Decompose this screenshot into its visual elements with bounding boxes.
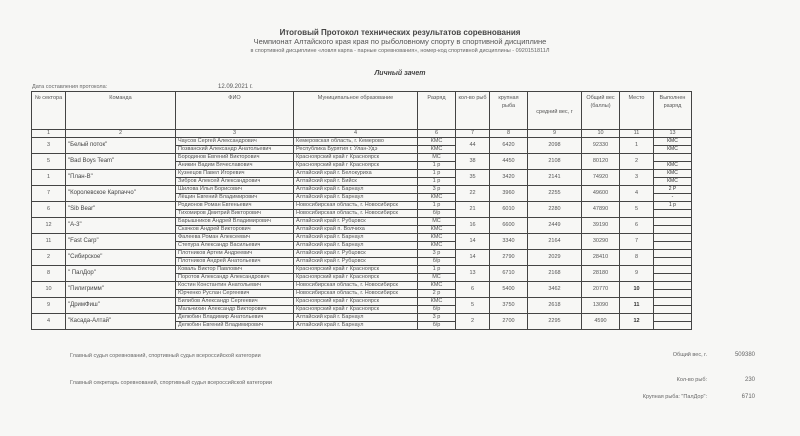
participant-name: Аникин Вадим Вячеславович [176, 162, 294, 170]
rank-achieved [654, 274, 692, 282]
team-name: "ДримФиш" [66, 298, 176, 314]
total-weight: 80120 [582, 154, 620, 170]
participant-name: Мальчихин Александр Викторович [176, 306, 294, 314]
rank: КМС [418, 242, 456, 250]
participant-name: Скачков Андрей Викторович [176, 226, 294, 234]
municipality: Красноярский край г Красноярск [294, 306, 418, 314]
fish-count-value: 230 [744, 377, 755, 383]
col-num: 8 [490, 130, 528, 138]
rank-achieved [654, 226, 692, 234]
team-name: "Пилигримм" [66, 282, 176, 298]
municipality: Кемеровская область, г. Кемерово [294, 138, 418, 146]
col-num: 9 [528, 130, 582, 138]
col-rank-achieved: Выполнен разряд [654, 92, 692, 130]
results-table [31, 91, 692, 330]
place: 4 [620, 186, 654, 202]
avg-weight: 2098 [528, 138, 582, 154]
total-weight: 30290 [582, 234, 620, 250]
participant-name: Шилова Илья Борисович [176, 186, 294, 194]
rank-achieved: 1 р [654, 202, 692, 210]
avg-weight: 2029 [528, 250, 582, 266]
municipality: Алтайский край г. Бийск [294, 178, 418, 186]
participant-name: Делюбин Владимир Анатольевич [176, 314, 294, 322]
rank: 1 р [418, 178, 456, 186]
participant-name: Позванский Александр Анатольевич [176, 146, 294, 154]
sector-number: 10 [32, 282, 66, 298]
rank: б/р [418, 306, 456, 314]
municipality: Новосибирская область, г. Новосибирск [294, 202, 418, 210]
rank-achieved [654, 250, 692, 258]
col-num: 6 [418, 130, 456, 138]
team-name: "План-В" [66, 170, 176, 186]
big-fish: 5400 [490, 282, 528, 298]
municipality: Красноярский край г Красноярск [294, 274, 418, 282]
team-row-line [32, 266, 692, 274]
team-name: "Bad Boys Team" [66, 154, 176, 170]
fish-count: 13 [456, 266, 490, 282]
chief-secretary-signature: Главный секретарь соревнований, спортивный судья всероссийской категории [70, 380, 272, 386]
total-weight: 39190 [582, 218, 620, 234]
municipality: Новосибирская область, г. Новосибирск [294, 290, 418, 298]
participant-name: Билибов Александр Сергеевич [176, 298, 294, 306]
team-row-line [32, 218, 692, 226]
total-weight-label: Общий вес, г. [672, 352, 707, 358]
fish-count: 5 [456, 298, 490, 314]
col-sector: № сектора [32, 92, 66, 130]
rank: КМС [418, 298, 456, 306]
team-name: "Fast Carp" [66, 234, 176, 250]
sector-number: 4 [32, 314, 66, 330]
big-fish: 6420 [490, 138, 528, 154]
total-weight: 4590 [582, 314, 620, 330]
rank: КМС [418, 226, 456, 234]
participant-name: Лёщин Евгений Владимирович [176, 194, 294, 202]
rank-achieved [654, 266, 692, 274]
protocol-date-value: 12.09.2021 г. [218, 84, 253, 90]
participant-name: Степура Александр Васильевич [176, 242, 294, 250]
total-weight: 13090 [582, 298, 620, 314]
total-weight: 49600 [582, 186, 620, 202]
big-fish: 3420 [490, 170, 528, 186]
col-num: 1 [32, 130, 66, 138]
fish-count: 14 [456, 250, 490, 266]
team-row-line [32, 314, 692, 322]
total-weight: 28410 [582, 250, 620, 266]
sector-number: 9 [32, 298, 66, 314]
rank-achieved: КМС [654, 162, 692, 170]
big-fish: 4450 [490, 154, 528, 170]
sector-number: 12 [32, 218, 66, 234]
championship-subtitle: Чемпионат Алтайского края края по рыболовному спорту в спортивной дисциплине [253, 37, 547, 46]
big-fish: 3750 [490, 298, 528, 314]
rank: 1 р [418, 170, 456, 178]
team-name: "Королевское Карпаччо" [66, 186, 176, 202]
avg-weight: 2449 [528, 218, 582, 234]
place: 10 [620, 282, 654, 298]
col-num: 7 [456, 130, 490, 138]
rank-achieved: КМС [654, 178, 692, 186]
fish-count: 22 [456, 186, 490, 202]
rank-achieved [654, 306, 692, 314]
col-num: 11 [620, 130, 654, 138]
rank-achieved [654, 258, 692, 266]
participant-name: Поротов Александр Александрович [176, 274, 294, 282]
place: 6 [620, 218, 654, 234]
participant-name: Фалеева Роман Алексеевич [176, 234, 294, 242]
participant-name: Тихомиров Дмитрий Викторович [176, 210, 294, 218]
fish-count: 6 [456, 282, 490, 298]
big-fish-label: Крупная рыба: "ПалДор": [642, 394, 707, 400]
participant-name: Кузнецов Павел Игоревич [176, 170, 294, 178]
team-row-line [32, 234, 692, 242]
total-weight: 28180 [582, 266, 620, 282]
col-num: 13 [654, 130, 692, 138]
big-fish: 3340 [490, 234, 528, 250]
municipality: Алтайский край г. Рубцовск [294, 218, 418, 226]
rank-achieved [654, 242, 692, 250]
rank-achieved: КМС [654, 146, 692, 154]
col-total-weight: Общий вес (баллы) [582, 92, 620, 130]
team-name: "Сибирское" [66, 250, 176, 266]
fish-count: 2 [456, 314, 490, 330]
rank-achieved [654, 154, 692, 162]
col-num: 2 [66, 130, 176, 138]
fish-count: 16 [456, 218, 490, 234]
fish-count-label: Кол-во рыб: [676, 377, 707, 383]
col-fio: ФИО [176, 92, 294, 130]
big-fish: 3960 [490, 186, 528, 202]
participant-name: Бородинов Евгений Викторович [176, 154, 294, 162]
big-fish: 6010 [490, 202, 528, 218]
rank-achieved [654, 290, 692, 298]
protocol-title: Итоговый Протокол технических результатов соревнования [279, 28, 521, 37]
participant-name: Барышников Андрей Владимирович [176, 218, 294, 226]
fish-count: 35 [456, 170, 490, 186]
place: 7 [620, 234, 654, 250]
participant-name: Костин Константин Анатольевич [176, 282, 294, 290]
rank-achieved [654, 234, 692, 242]
rank: 3 р [418, 250, 456, 258]
col-fish-count: кол-во рыб [456, 92, 490, 130]
avg-weight: 2255 [528, 186, 582, 202]
avg-weight: 2141 [528, 170, 582, 186]
rank: б/р [418, 322, 456, 330]
team-name: "Белый поток" [66, 138, 176, 154]
col-team: Команда [66, 92, 176, 130]
team-row-line [32, 282, 692, 290]
municipality: Алтайский край г. Барнаул [294, 234, 418, 242]
municipality: Республика Бурятия г. Улан-Удэ [294, 146, 418, 154]
place: 8 [620, 250, 654, 266]
big-fish: 6710 [490, 266, 528, 282]
team-row-line [32, 154, 692, 162]
participant-name: Юрченко Руслан Сергеевич [176, 290, 294, 298]
rank: 1 р [418, 266, 456, 274]
column-numbers-row [32, 130, 692, 138]
col-num: 3 [176, 130, 294, 138]
municipality: Алтайский край г. Барнаул [294, 186, 418, 194]
municipality: Новосибирская область, г. Новосибирск [294, 210, 418, 218]
section-title: Личный зачет [374, 70, 426, 77]
rank-achieved: КМС [654, 138, 692, 146]
team-row-line [32, 250, 692, 258]
total-weight: 47890 [582, 202, 620, 218]
total-weight: 20770 [582, 282, 620, 298]
participant-name: Делюбин Евгений Владимирович [176, 322, 294, 330]
col-big-fish: крупная рыба [490, 92, 528, 130]
big-fish: 6600 [490, 218, 528, 234]
fish-count: 38 [456, 154, 490, 170]
avg-weight: 2295 [528, 314, 582, 330]
avg-weight: 2280 [528, 202, 582, 218]
rank: б/р [418, 258, 456, 266]
municipality: Алтайский край п. Волчиха [294, 226, 418, 234]
results-body [32, 138, 692, 330]
rank-achieved: КМС [654, 170, 692, 178]
rank: МС [418, 154, 456, 162]
rank-achieved [654, 322, 692, 330]
place: 11 [620, 298, 654, 314]
municipality: Алтайский край г. Барнаул [294, 242, 418, 250]
sector-number: 6 [32, 202, 66, 218]
avg-weight: 2168 [528, 266, 582, 282]
municipality: Красноярский край г Красноярск [294, 298, 418, 306]
big-fish: 2790 [490, 250, 528, 266]
municipality: Алтайский край г. Рубцовск [294, 258, 418, 266]
fish-count: 14 [456, 234, 490, 250]
total-weight: 92330 [582, 138, 620, 154]
municipality: Красноярский край г Красноярск [294, 154, 418, 162]
rank: КМС [418, 194, 456, 202]
rank-achieved [654, 282, 692, 290]
team-row-line [32, 138, 692, 146]
rank: КМС [418, 146, 456, 154]
rank: КМС [418, 282, 456, 290]
total-weight: 74920 [582, 170, 620, 186]
place: 9 [620, 266, 654, 282]
municipality: Алтайский край г. Барнаул [294, 322, 418, 330]
sector-number: 7 [32, 186, 66, 202]
col-rank: Разряд [418, 92, 456, 130]
rank-achieved: 2 Р [654, 186, 692, 194]
place: 3 [620, 170, 654, 186]
team-row-line [32, 170, 692, 178]
avg-weight: 2618 [528, 298, 582, 314]
total-weight-value: 509380 [734, 352, 755, 358]
rank: 1 р [418, 162, 456, 170]
rank: 2 р [418, 290, 456, 298]
municipality: Алтайский край г. Барнаул [294, 314, 418, 322]
participant-name: Чаусов Сергей Александрович [176, 138, 294, 146]
rank: МС [418, 218, 456, 226]
municipality: Красноярский край г Красноярск [294, 162, 418, 170]
avg-weight: 2164 [528, 234, 582, 250]
participant-name: Зибров Алексей Александрович [176, 178, 294, 186]
municipality: Алтайский край г. Барнаул [294, 194, 418, 202]
discipline-line: в спортивной дисциплине «ловля карпа - парные соревнования», номер-код спортивной дисциплины - 0920151811Л [250, 48, 550, 54]
rank-achieved: - [654, 194, 692, 202]
place: 1 [620, 138, 654, 154]
sector-number: 2 [32, 250, 66, 266]
team-name: "Sib Bear" [66, 202, 176, 218]
fish-count: 44 [456, 138, 490, 154]
sector-number: 11 [32, 234, 66, 250]
sector-number: 3 [32, 138, 66, 154]
participant-name: Плотников Андрей Анатольевич [176, 258, 294, 266]
rank-achieved [654, 210, 692, 218]
rank: КМС [418, 138, 456, 146]
participant-name: Коваль Виктор Павлович [176, 266, 294, 274]
participant-name: Родионов Роман Евгеньевич [176, 202, 294, 210]
team-name: " ПалДор" [66, 266, 176, 282]
rank: 3 р [418, 314, 456, 322]
team-row-line [32, 202, 692, 210]
sector-number: 8 [32, 266, 66, 282]
chief-judge-signature: Главный судья соревнований, спортивный судья всероссийской категории [70, 353, 261, 359]
big-fish-value: 6710 [741, 394, 755, 400]
avg-weight: 2108 [528, 154, 582, 170]
protocol-date-label: Дата составления протокола: [32, 84, 108, 90]
sector-number: 1 [32, 170, 66, 186]
team-row-line [32, 298, 692, 306]
team-name: "А-3" [66, 218, 176, 234]
rank-achieved [654, 218, 692, 226]
rank: 1 р [418, 202, 456, 210]
municipality: Алтайский край г. Рубцовск [294, 250, 418, 258]
place: 5 [620, 202, 654, 218]
rank-achieved [654, 314, 692, 322]
col-avg-weight: средний вес, г [528, 92, 582, 130]
municipality: Красноярский край г Красноярск [294, 266, 418, 274]
team-row-line [32, 186, 692, 194]
participant-name: Плотников Артем Андреевич [176, 250, 294, 258]
rank-achieved [654, 298, 692, 306]
place: 2 [620, 154, 654, 170]
municipality: Новосибирская область, г. Новосибирск [294, 282, 418, 290]
col-num: 10 [582, 130, 620, 138]
rank: б/р [418, 210, 456, 218]
big-fish: 2700 [490, 314, 528, 330]
municipality: Алтайский край г. Белокуриха [294, 170, 418, 178]
col-municipality: Муниципальное образование [294, 92, 418, 130]
rank: 3 р [418, 186, 456, 194]
col-place: Место [620, 92, 654, 130]
avg-weight: 3462 [528, 282, 582, 298]
team-name: "Касада-Алтай" [66, 314, 176, 330]
place: 12 [620, 314, 654, 330]
col-num: 4 [294, 130, 418, 138]
header-row [32, 92, 692, 130]
fish-count: 21 [456, 202, 490, 218]
rank: МС [418, 274, 456, 282]
sector-number: 5 [32, 154, 66, 170]
rank: КМС [418, 234, 456, 242]
